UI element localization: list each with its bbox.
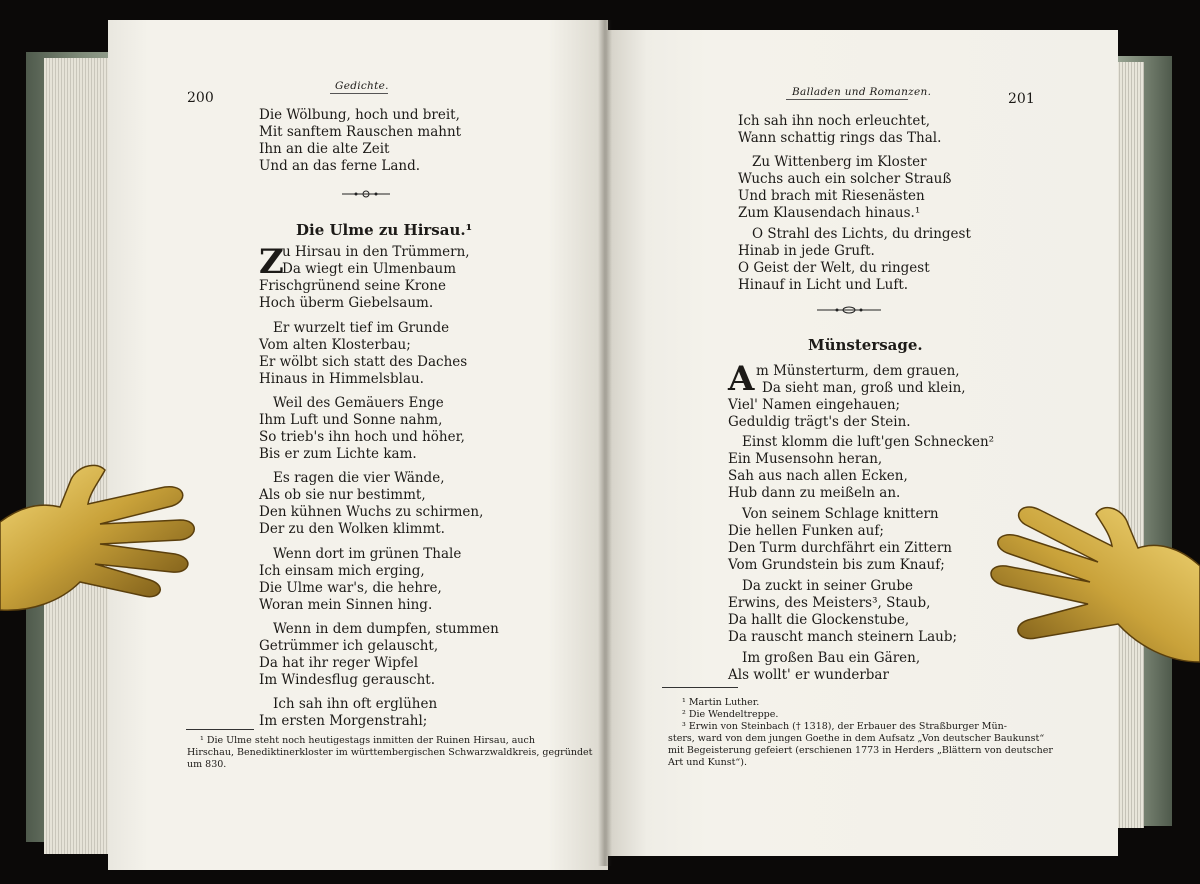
verse-line: Wenn in dem dumpfen, stummen [273,621,499,637]
verse-line: Da hallt die Glockenstube, [728,612,910,628]
footnote-line: mit Begeisterung gefeiert (erschienen 1773 in Herders „Blättern von deutscher [668,745,1053,756]
verse-line: Weil des Gemäuers Enge [273,395,444,411]
verse-line: Ihn an die alte Zeit [259,141,390,157]
footnote-line: ² Die Wendeltreppe. [682,709,779,720]
verse-line: Zu Wittenberg im Kloster [752,154,927,170]
verse-line: Den kühnen Wuchs zu schirmen, [259,504,484,520]
verse-line: Im großen Bau ein Gären, [742,650,921,666]
verse-line: Ich einsam mich erging, [259,563,425,579]
verse-line: Geduldig trägt's der Stein. [728,414,911,430]
verse-line: Ich sah ihn noch erleuchtet, [738,113,931,129]
verse-line: u Hirsau in den Trümmern, [282,244,470,260]
verse-line: Hoch überm Giebelsaum. [259,295,434,311]
verse-line: Zum Klausendach hinaus.¹ [738,205,921,221]
verse-line: Da sieht man, groß und klein, [762,380,966,396]
verse-line: Erwins, des Meisters³, Staub, [728,595,931,611]
footnote-rule-left [186,729,254,730]
verse-line: O Strahl des Lichts, du dringest [752,226,971,242]
verse-line: Als ob sie nur bestimmt, [259,487,426,503]
verse-line: Die hellen Funken auf; [728,523,884,539]
verse-line: Hinab in jede Gruft. [738,243,875,259]
verse-line: So trieb's ihn hoch und höher, [259,429,465,445]
verse-line: Er wölbt sich statt des Daches [259,354,468,370]
verse-line: Vom alten Klosterbau; [259,337,411,353]
page-edges-right [1114,62,1144,828]
verse-line: Einst klomm die luft'gen Schnecken² [742,434,995,450]
verse-line: Die Wölbung, hoch und breit, [259,107,460,123]
verse-line: Woran mein Sinnen hing. [259,597,433,613]
verse-line: Der zu den Wolken klimmt. [259,521,445,537]
verse-line: Da rauscht manch steinern Laub; [728,629,958,645]
verse-line: Da wiegt ein Ulmenbaum [282,261,457,277]
footnote-rule-right [662,687,738,688]
footnote-line: Art und Kunst“). [668,757,747,768]
ornament-divider-right [817,305,881,315]
dropcap-right: A [728,359,755,399]
book-gutter [598,20,612,866]
footnote-line: Hirschau, Benediktinerkloster im württembergischen Schwarzwaldkreis, gegründet [187,747,593,758]
verse-line: m Münsterturm, dem grauen, [756,363,960,379]
footnote-line: ³ Erwin von Steinbach († 1318), der Erbauer des Straßburger Mün- [682,721,1007,732]
verse-line: Da hat ihr reger Wipfel [259,655,419,671]
footnote-line: ¹ Martin Luther. [682,697,760,708]
header-rule-right [786,99,908,100]
verse-line: Den Turm durchfährt ein Zittern [728,540,952,556]
verse-line: Mit sanftem Rauschen mahnt [259,124,462,140]
verse-line: Im Windesflug gerauscht. [259,672,435,688]
verse-line: Ein Musensohn heran, [728,451,883,467]
footnote-line: um 830. [187,759,227,770]
verse-line: Bis er zum Lichte kam. [259,446,417,462]
verse-line: Viel' Namen eingehauen; [728,397,901,413]
verse-line: Im ersten Morgenstrahl; [259,713,428,729]
verse-line: Vom Grundstein bis zum Knauf; [728,557,945,573]
footnote-line: ¹ Die Ulme steht noch heutigestags inmitten der Ruinen Hirsau, auch [200,735,535,746]
poem-title-left: Die Ulme zu Hirsau.¹ [296,221,473,239]
verse-line: Frischgrünend seine Krone [259,278,446,294]
running-head-left: Gedichte. [335,80,389,92]
verse-line: Hinaus in Himmelsblau. [259,371,424,387]
verse-line: Von seinem Schlage knittern [742,506,939,522]
verse-line: Es ragen die vier Wände, [273,470,445,486]
verse-line: Wuchs auch ein solcher Strauß [738,171,952,187]
verse-line: Ihm Luft und Sonne nahm, [259,412,443,428]
poem-title-right: Münstersage. [808,336,923,354]
verse-line: Und brach mit Riesenästen [738,188,925,204]
verse-line: Er wurzelt tief im Grunde [273,320,450,336]
verse-line: Und an das ferne Land. [259,158,421,174]
verse-line: Wann schattig rings das Thal. [738,130,942,146]
verse-line: Ich sah ihn oft erglühen [273,696,438,712]
page-number-right: 201 [1008,91,1035,107]
verse-line: Als wollt' er wunderbar [728,667,889,683]
verse-line: Die Ulme war's, die hehre, [259,580,442,596]
ornament-divider-left [342,189,390,199]
verse-line: Getrümmer ich gelauscht, [259,638,439,654]
running-head-right: Balladen und Romanzen. [792,86,932,98]
brass-hand-right [978,486,1200,676]
brass-hand-left [0,452,200,632]
footnote-line: sters, ward von dem jungen Goethe in dem Aufsatz „Von deutscher Baukunst“ [668,733,1045,744]
verse-line: O Geist der Welt, du ringest [738,260,930,276]
verse-line: Hub dann zu meißeln an. [728,485,901,501]
verse-line: Da zuckt in seiner Grube [742,578,913,594]
verse-line: Wenn dort im grünen Thale [273,546,462,562]
verse-line: Sah aus nach allen Ecken, [728,468,908,484]
dropcap-left: Z [259,242,284,282]
page-number-left: 200 [187,90,214,106]
header-rule-left [330,93,388,94]
verse-line: Hinauf in Licht und Luft. [738,277,909,293]
